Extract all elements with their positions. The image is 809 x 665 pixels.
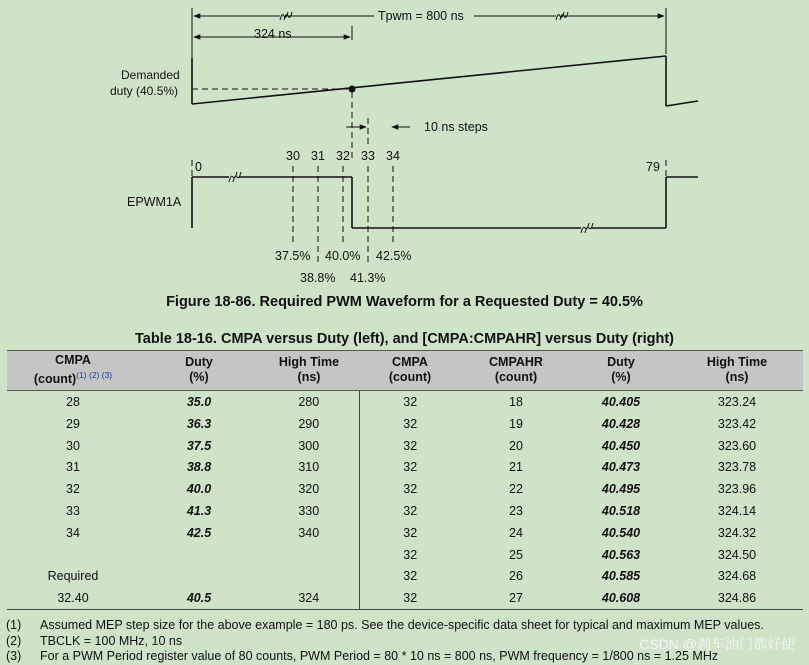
table-cell: 40.540 [601,525,641,540]
table-cell: 32 [359,522,461,544]
header-duty-right: Duty (%) [571,351,671,391]
figure-caption: Figure 18-86. Required PWM Waveform for a Requested Duty = 40.5% [166,294,643,310]
demanded-label-2: duty (40.5%) [110,84,179,98]
header-duty: Duty (%) [139,351,259,391]
table-row [7,391,803,413]
table-cell: 42.5 [186,525,212,540]
table-cell: 40.428 [601,416,641,431]
table-cell: 300 [298,438,320,453]
header-cmpa: CMPA (count)$^{(1) (2) (3)}$ [7,351,139,391]
table-cell: 32 [359,500,461,522]
count-zero: 0 [195,160,202,174]
count-label: 30 [286,149,300,163]
table-cell: 324.50 [717,547,757,562]
cmpa-duty-table [7,350,803,610]
footnote: (1) Assumed MEP step size for the above example = 180 ps. See the device-specific data sheet for typical and maximum MEP values. [6,618,764,632]
header-cmpahr: CMPAHR (count) [461,351,571,391]
table-cell: 32 [359,587,461,609]
table-cell [139,544,259,566]
table-row [7,587,803,609]
pct-label: 38.8% [300,271,336,285]
table-cell: 29 [66,416,80,431]
table-row [7,522,803,544]
table-cell: 32 [359,478,461,500]
table-cell: 30 [66,438,80,453]
table-cell: 40.563 [601,547,641,562]
table-cell: 40.450 [601,438,641,453]
table-cell: 40.585 [601,569,641,584]
table-cell: 323.78 [717,460,757,475]
table-row [7,544,803,566]
demanded-label-1: Demanded [121,68,180,82]
table-cell: 40.495 [601,482,641,497]
table-header-row [7,351,803,391]
table-cell: 323.42 [717,416,757,431]
pct-label: 37.5% [275,249,311,263]
steps-label: 10 ns steps [424,120,488,134]
table-row [7,500,803,522]
table-cell: 324 [259,587,359,609]
table-cell: 18 [509,395,523,410]
count-label: 33 [361,149,375,163]
count-label: 32 [336,149,350,163]
pct-label: 42.5% [376,249,412,263]
table-cell: 28 [66,395,80,410]
table-cell: 310 [298,460,320,475]
table-row [7,413,803,435]
footnote: (2) TBCLK = 100 MHz, 10 ns [6,633,183,648]
table-cell: 26 [509,569,523,584]
table-cell [259,544,359,566]
table-cell: 34 [66,525,80,540]
pwm-waveform-diagram [0,0,809,292]
table-cell: 32 [359,413,461,435]
table-cell: 25 [509,547,523,562]
table-cell: 41.3 [186,504,212,519]
table-cell: 32 [359,566,461,588]
table-cell: 324.86 [671,587,803,609]
table-cell: 32 [359,457,461,479]
table-cell: 320 [298,482,320,497]
table-cell: 330 [298,504,320,519]
footnote-refs[interactable]: (1) (2) (3) [76,370,113,380]
table-cell: Required [47,569,99,584]
table-cell: 324.14 [717,504,757,519]
table-cell: 31 [66,460,80,475]
table-cell: 35.0 [186,395,212,410]
table-cell: 20 [509,438,523,453]
pct-label: 41.3% [350,271,386,285]
table-row [7,457,803,479]
table-cell: 23 [509,504,523,519]
footnote: (3) For a PWM Period register value of 80 counts, PWM Period = 80 * 10 ns = 800 ns, PWM frequency = 1/800 ns = 1.25 MHz [6,649,719,663]
table-cell: 19 [509,416,523,431]
table-cell: 323.96 [717,482,757,497]
table-cell: 40.473 [601,460,641,475]
table-cell: 323.60 [717,438,757,453]
pct-label: 40.0% [325,249,361,263]
tpwm-label: Tpwm = 800 ns [378,9,464,23]
table-row [7,566,803,588]
table-cell [259,566,359,588]
watermark: CSDN @刹车油门都好使 [639,636,795,652]
table-cell: 32 [359,435,461,457]
table-caption: Table 18-16. CMPA versus Duty (left), and [CMPA:CMPAHR] versus Duty (right) [135,331,674,347]
table-cell: 36.3 [186,416,212,431]
table-cell: 40.0 [186,482,212,497]
table-cell: 24 [509,525,523,540]
header-cmpa-right: CMPA (count) [359,351,461,391]
count-end: 79 [646,160,660,174]
table-cell: 324.68 [717,569,757,584]
table-cell: 324.32 [717,525,757,540]
table-row [7,478,803,500]
table-cell: 32.40 [7,587,139,609]
count-label: 31 [311,149,325,163]
table-cell: 27 [461,587,571,609]
table-cell: 340 [298,525,320,540]
table-cell: 38.8 [186,460,212,475]
table-cell: 40.405 [601,395,641,410]
table-cell [139,566,259,588]
count-label: 34 [386,149,400,163]
header-high-time-right: High Time (ns) [671,351,803,391]
table-cell: 32 [359,391,461,413]
table-row [7,435,803,457]
table-cell: 323.24 [717,395,757,410]
table-cell: 33 [66,504,80,519]
table-cell: 22 [509,482,523,497]
table-cell: 280 [298,395,320,410]
table-cell: 37.5 [186,438,212,453]
table-cell: 32 [66,482,80,497]
table-cell: 290 [298,416,320,431]
table-cell [7,544,139,566]
table-cell: 40.608 [571,587,671,609]
table-cell: 21 [509,460,523,475]
table-cell: 40.518 [601,504,641,519]
table-cell: 32 [359,544,461,566]
table-cell: 40.5 [139,587,259,609]
signal-label: EPWM1A [127,195,182,209]
t324-label: 324 ns [254,27,292,41]
header-high-time: High Time (ns) [259,351,359,391]
